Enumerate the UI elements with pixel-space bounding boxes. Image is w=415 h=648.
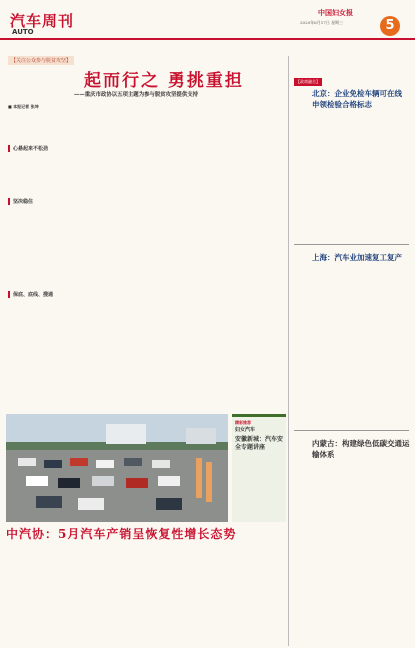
article-column-2 (82, 104, 148, 404)
main-subhead: ——重庆市政协以五项主题为参与脱贫攻坚提供支持 (74, 92, 198, 98)
sidebar-title: 安徽新城：汽车安全专题讲座 (235, 436, 284, 451)
page-header (0, 0, 415, 40)
main-headline: 起而行之 勇挑重担 (84, 71, 244, 91)
sidebar-label: 精彩推荐 (235, 420, 251, 425)
section-heading-3: 保底、底线、搜通 (8, 291, 78, 298)
section-title-en: AUTO (12, 28, 34, 36)
right-headline-1: 北京：企业免检车辆可在线申领检验合格标志 (312, 89, 402, 109)
column-divider (288, 56, 289, 646)
dateline: 2020年6月17日 星期三 (300, 20, 344, 25)
right-article-1 (294, 110, 409, 240)
article-column-1 (8, 104, 78, 404)
page-number-badge: 5 (380, 16, 400, 36)
right-headline-3: 内蒙古：构建绿色低碳交通运输体系 (312, 439, 410, 459)
right-headline-2: 上海：汽车业加速复工复产 (312, 253, 402, 262)
masthead: 中国妇女报 (318, 8, 353, 17)
photo-illustration (6, 414, 228, 522)
article-column-4 (222, 104, 284, 404)
parking-lot-photo (6, 414, 228, 522)
article-column-3 (152, 104, 218, 404)
sidebar-logo: 妇女汽车 (235, 427, 256, 433)
bottom-article (6, 544, 286, 644)
section-heading-2: 坚决稳住 (8, 198, 78, 205)
section-title: 汽车周刊 (10, 12, 75, 30)
bottom-headline: 中汽协：5月汽车产销呈恢复性增长态势 (6, 527, 237, 541)
right-article-2 (294, 266, 409, 426)
right-article-3 (294, 462, 409, 646)
right-divider-2 (294, 430, 409, 431)
byline: ■ 本报记者 张坤 (8, 104, 39, 109)
right-divider-1 (294, 244, 409, 245)
right-section-tag: 【政商融合】 (296, 79, 320, 84)
sidebar-promo (232, 414, 286, 522)
section-heading-1: 心悬起来不松劲 (8, 145, 78, 152)
topic-tag: 【关注公众参与脱贫攻坚】 (8, 56, 74, 65)
